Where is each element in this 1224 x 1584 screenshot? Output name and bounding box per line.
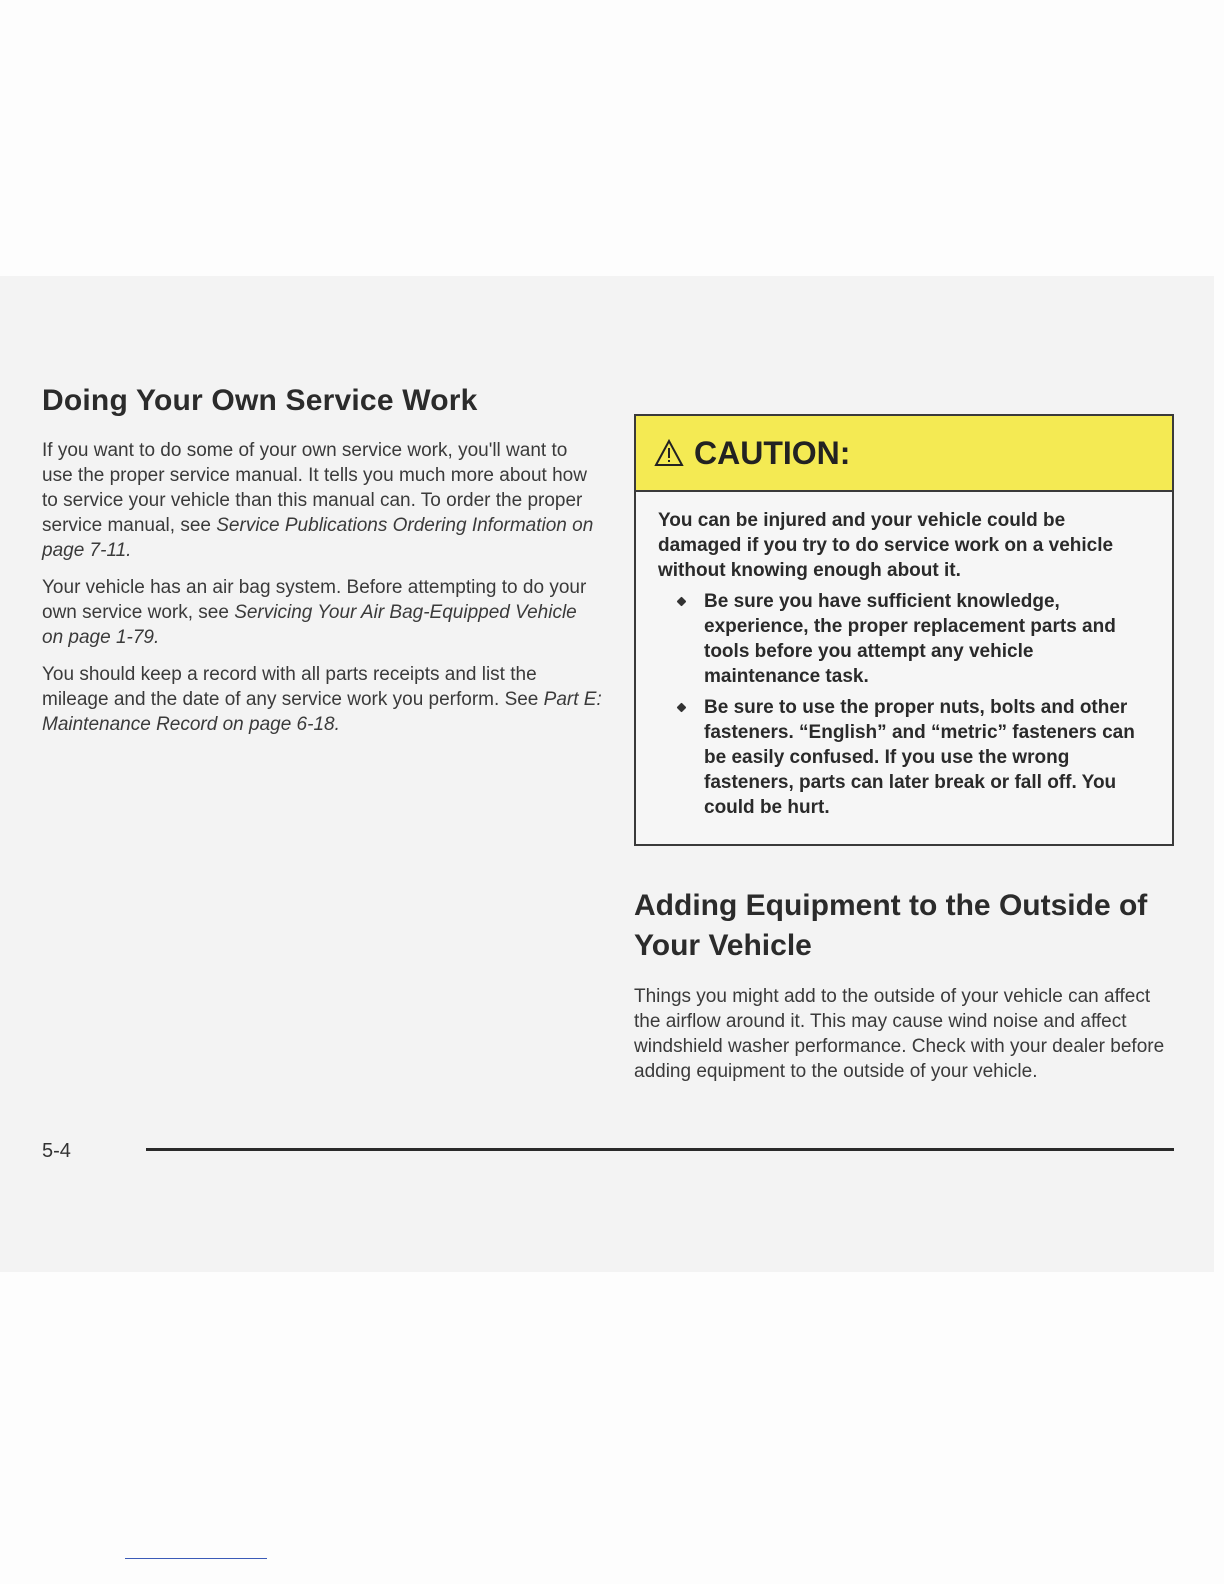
section-heading-service-work: Doing Your Own Service Work — [42, 384, 478, 417]
paragraph-air-bag — [42, 575, 602, 650]
list-item — [658, 695, 1150, 820]
paragraph-text: You should keep a record with all parts receipts and list the mileage and the date of any service work you perform. See — [42, 664, 544, 710]
warning-triangle-icon — [654, 439, 684, 467]
right-column — [634, 414, 1174, 1096]
paragraph-text: If you want to do some of your own service work, you'll want to use the proper service manual. It tells you much more about how to service your vehicle than this manual can. To order the proper service manual, see — [42, 440, 587, 536]
footer-rule — [146, 1148, 1174, 1151]
bullet-text: Be sure you have sufficient knowledge, experience, the proper replacement parts and tools before you attempt any vehicle maintenance task. — [704, 591, 1116, 687]
paragraph-adding-equipment: Things you might add to the outside of your vehicle can affect the airflow around it. This may cause wind noise and affect windshield washer performance. Check with your dealer before adding equipment to the outside of your vehicle. — [634, 986, 1165, 1082]
cross-reference-link[interactable]: Servicing Your Air Bag-Equipped Vehicle on page 1-79. — [42, 602, 577, 648]
list-item — [658, 589, 1150, 689]
caution-header — [636, 416, 1172, 492]
left-column — [42, 384, 602, 749]
caution-box — [634, 414, 1174, 846]
paragraph-record — [42, 662, 602, 737]
caution-body — [636, 492, 1172, 844]
paragraph-service-manual — [42, 438, 602, 563]
caution-bullet-list — [658, 589, 1150, 820]
bottom-underline — [125, 1558, 267, 1559]
cross-reference-link[interactable]: Part E: Maintenance Record on page 6-18. — [42, 689, 602, 735]
bullet-icon — [677, 703, 687, 713]
bullet-text: Be sure to use the proper nuts, bolts and other fasteners. “English” and “metric” fasteners can be easily confused. If you use the wrong fasteners, parts can later break or fall off. You could be hurt. — [704, 697, 1135, 818]
bullet-icon — [677, 597, 687, 607]
section-heading-adding-equipment: Adding Equipment to the Outside of Your Vehicle — [634, 889, 1148, 962]
page-number: 5-4 — [42, 1140, 71, 1162]
caution-intro: You can be injured and your vehicle could be damaged if you try to do service work on a vehicle without knowing enough about it. — [658, 510, 1114, 581]
paragraph-text: Your vehicle has an air bag system. Before attempting to do your own service work, see — [42, 577, 587, 623]
cross-reference-link[interactable]: Service Publications Ordering Information on page 7-11. — [42, 515, 594, 561]
caution-title: CAUTION: — [694, 434, 851, 471]
